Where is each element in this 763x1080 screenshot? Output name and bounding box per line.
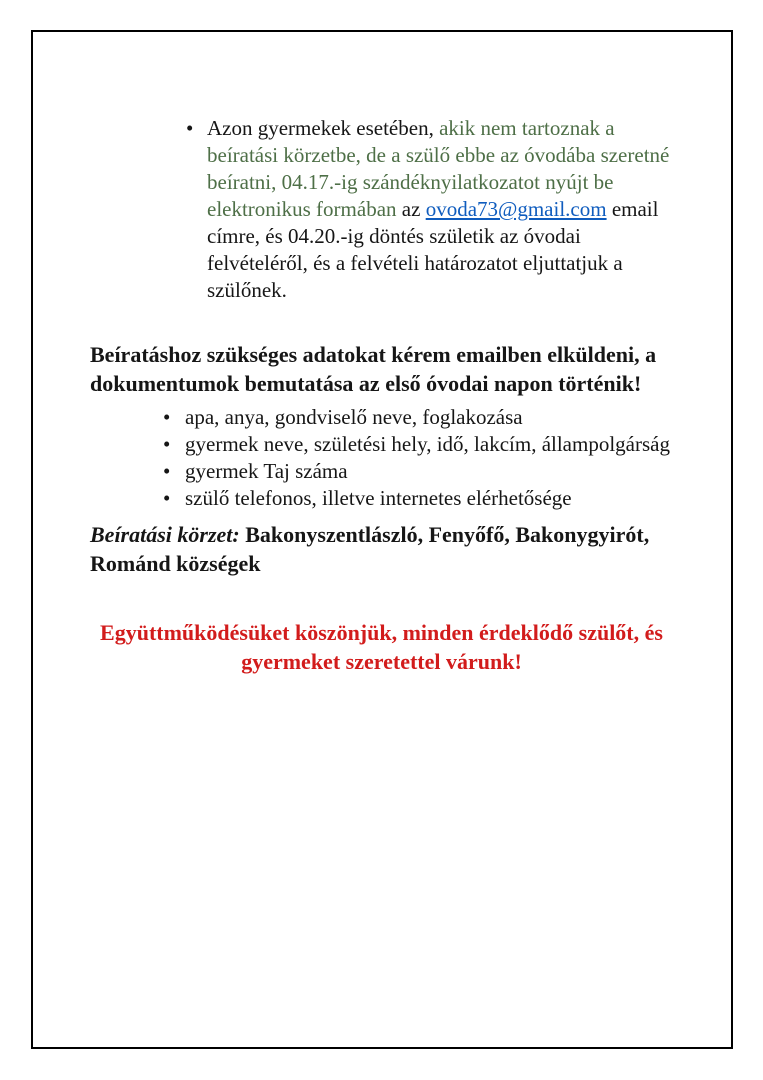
list-item — [90, 458, 673, 485]
intro-text-black: felvételéről, és a felvételi határozatot eljuttatjuk a — [207, 251, 623, 275]
intro-text-black: email — [606, 197, 659, 221]
instructions-line-1: Beíratáshoz szükséges adatokat kérem emailben elküldeni, a — [90, 342, 657, 367]
intro-text-black: címre, és 04.20.-ig döntés születik az óvodai — [207, 224, 581, 248]
list-item-label: apa, anya, gondviselő neve, foglakozása — [185, 405, 523, 429]
intro-line-1 — [207, 115, 673, 142]
intro-line-6 — [207, 250, 673, 277]
list-item-label: szülő telefonos, illetve internetes elérhetősége — [185, 486, 572, 510]
bullet-icon: • — [163, 486, 171, 510]
list-item — [90, 485, 673, 512]
intro-text-black: Azon gyermekek esetében, — [207, 116, 440, 140]
intro-text-black: szülőnek. — [207, 278, 287, 302]
bullet-icon: • — [163, 459, 171, 483]
list-item-label: gyermek Taj száma — [185, 459, 348, 483]
district-paragraph — [90, 520, 673, 578]
intro-line-7 — [207, 277, 673, 304]
district-label: Beíratási körzet: — [90, 522, 246, 547]
intro-text-black: az — [401, 197, 426, 221]
district-line-1 — [90, 520, 673, 549]
page-content — [90, 115, 673, 676]
intro-text-green: elektronikus formában — [207, 197, 402, 221]
closing-message — [90, 618, 673, 676]
email-link[interactable]: ovoda73@gmail.com — [425, 197, 607, 221]
intro-text-green: beíratási körzetbe, de a szülő ebbe az óvodába szeretné — [207, 143, 670, 167]
list-item — [90, 404, 673, 431]
intro-bullet-paragraph — [90, 115, 673, 304]
closing-line-2: gyermeket szeretettel várunk! — [241, 649, 522, 674]
intro-line-4 — [207, 196, 673, 223]
closing-line-1: Együttműködésüket köszönjük, minden érdeklődő szülőt, és — [100, 620, 663, 645]
intro-text-green: akik nem tartoznak a — [439, 116, 615, 140]
bullet-icon: • — [186, 116, 194, 140]
bullet-icon: • — [163, 405, 171, 429]
intro-line-5 — [207, 223, 673, 250]
list-item-label: gyermek neve, születési hely, idő, lakcím, állampolgárság — [185, 432, 670, 456]
required-data-list — [90, 404, 673, 512]
district-line-2: Románd községek — [90, 551, 261, 576]
bullet-icon: • — [163, 432, 171, 456]
instructions-paragraph — [90, 340, 673, 398]
intro-line-3 — [207, 169, 673, 196]
instructions-line-2: dokumentumok bemutatása az első óvodai napon történik! — [90, 371, 642, 396]
intro-text-green: beíratni, 04.17.-ig szándéknyilatkozatot nyújt be — [207, 170, 614, 194]
intro-line-2 — [207, 142, 673, 169]
list-item — [90, 431, 673, 458]
district-villages: Bakonyszentlászló, Fenyőfő, Bakonygyirót, — [245, 522, 650, 547]
